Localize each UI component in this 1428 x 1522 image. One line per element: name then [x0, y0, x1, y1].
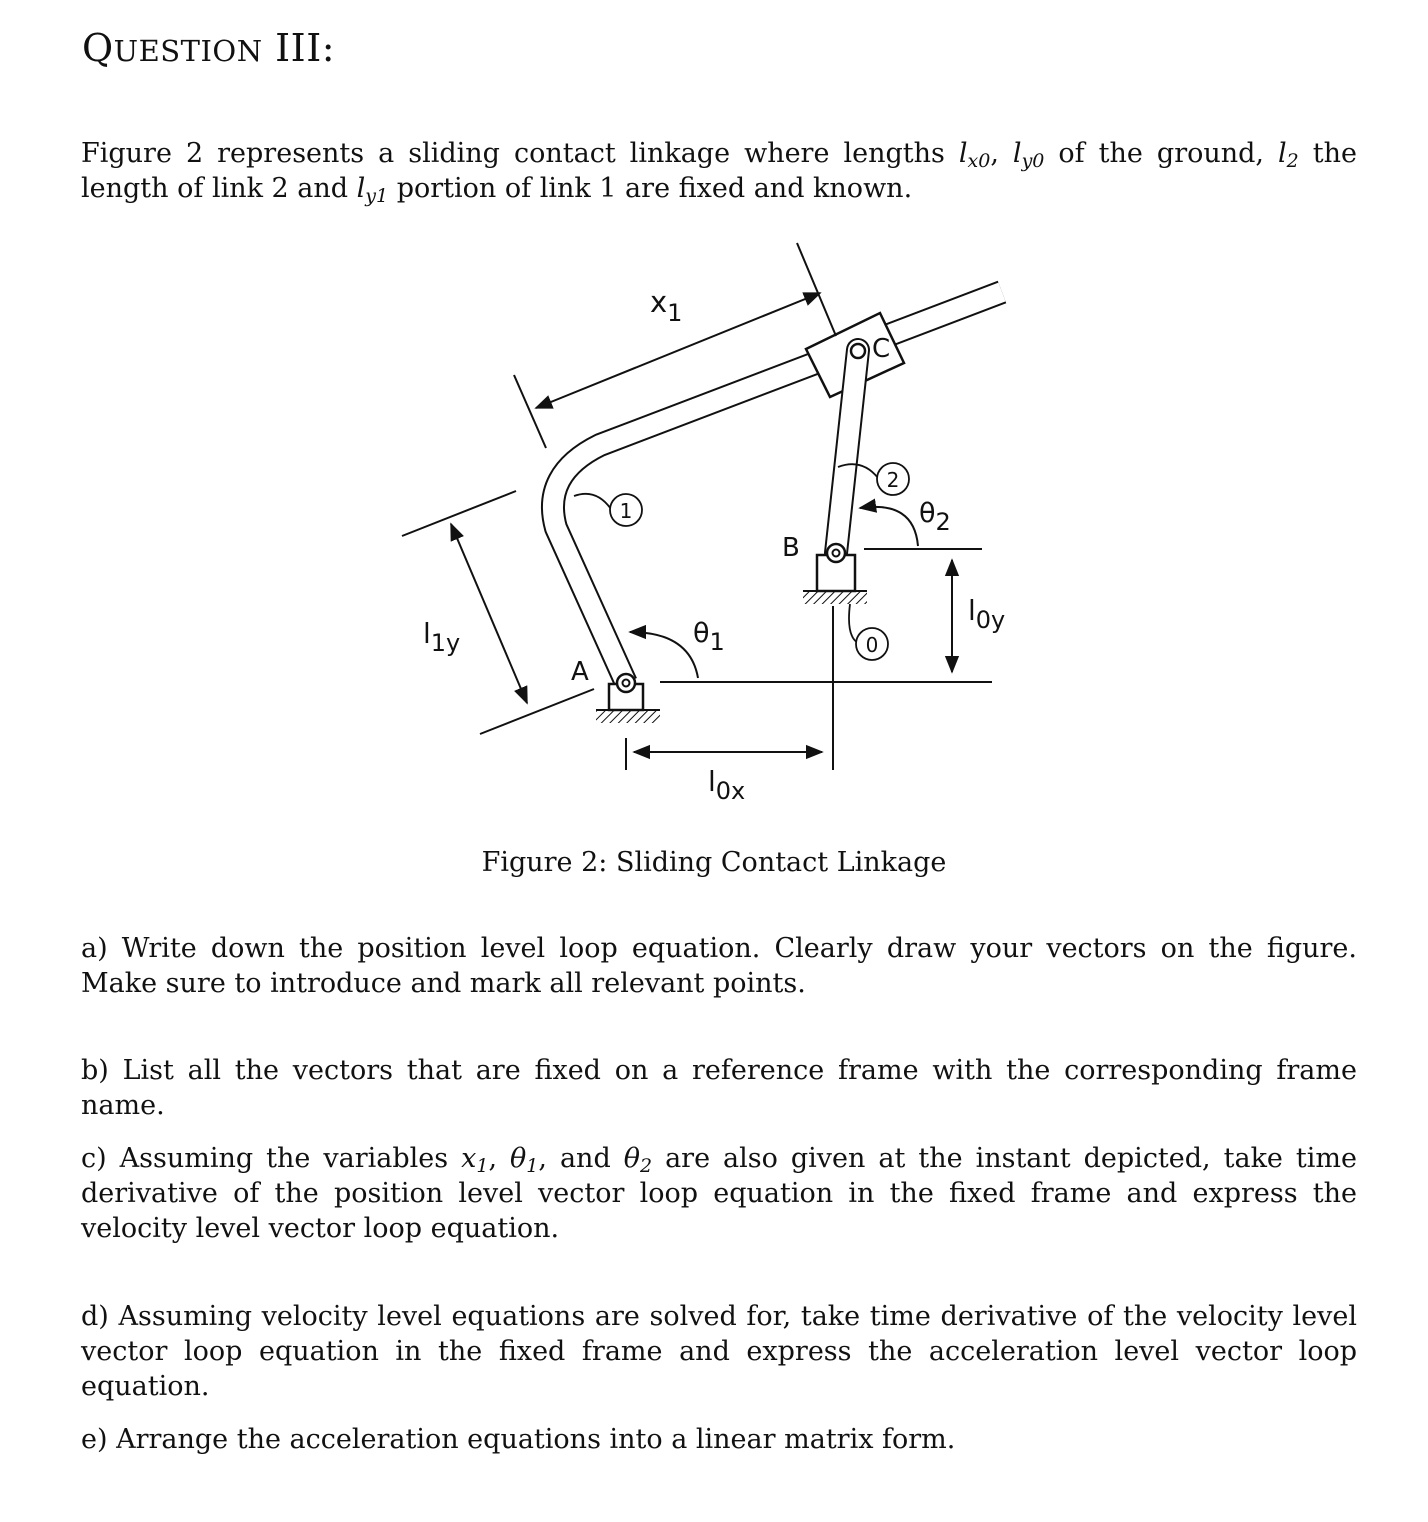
label-l0y-sub: 0y [975, 606, 1006, 634]
label-theta2 [919, 498, 951, 536]
intro-sep-1: , [990, 138, 1013, 169]
math-ly1-var: l [356, 173, 366, 204]
part-c-text-1: c) Assuming the variables [81, 1143, 462, 1174]
label-point-c: C [872, 334, 891, 364]
label-ground-0: 0 [865, 633, 879, 657]
ground-hatch-a [596, 710, 660, 723]
label-x1-main: x [650, 285, 668, 319]
intro-text-2: of the ground, [1044, 138, 1279, 169]
label-l0x-main: l [708, 765, 716, 798]
dim-arrow-l1y [451, 524, 527, 703]
part-c [81, 1141, 1357, 1246]
part-b: b) List all the vectors that are fixed on a reference frame with the corresponding frame name. [81, 1055, 1357, 1121]
math-x1 [461, 1143, 489, 1177]
math-lx0-sub: x0 [967, 150, 991, 172]
pin-a-center [623, 680, 630, 687]
linkage-figure [360, 238, 1020, 808]
label-theta1 [693, 618, 725, 656]
pin-b-center [833, 550, 840, 557]
label-link-1: 1 [619, 499, 633, 523]
angle-arc-theta2 [860, 507, 918, 546]
question-title-number: III: [262, 26, 336, 70]
math-theta2-sub: 2 [639, 1155, 653, 1177]
label-l1y-main: l [423, 617, 431, 650]
part-c-text-2: , and [538, 1143, 624, 1174]
label-theta2-sub: 2 [935, 508, 951, 536]
ext-line-x1-left [514, 375, 546, 448]
link-1-rod [553, 292, 1002, 683]
math-lx0 [958, 138, 991, 172]
math-l2-sub: 2 [1286, 150, 1299, 172]
math-ly1 [356, 173, 389, 207]
label-point-b: B [782, 533, 800, 563]
part-e: e) Arrange the acceleration equations into a linear matrix form. [81, 1424, 956, 1455]
math-theta1-sub: 1 [526, 1155, 539, 1177]
math-x1-sub: 1 [476, 1155, 489, 1177]
angle-arc-theta1 [630, 632, 698, 678]
part-c-text-3: are also given at the instant depicted, take time derivative of the position level vector loop equation in the fixed frame and express the velocity level vector loop equation. [81, 1143, 1357, 1244]
math-x1-var: x [461, 1143, 477, 1174]
label-theta1-sub: 1 [709, 628, 725, 656]
math-lx0-var: l [958, 138, 968, 169]
label-l1y [423, 617, 460, 657]
intro-paragraph [81, 136, 1357, 206]
label-x1 [650, 285, 682, 327]
math-theta1-var: θ [510, 1143, 527, 1174]
label-l1y-sub: 1y [430, 629, 461, 657]
ext-line-l1y-bottom [480, 689, 594, 734]
label-l0x-sub: 0x [715, 777, 746, 805]
question-title [82, 26, 335, 70]
label-l0y-main: l [968, 594, 976, 627]
math-ly0-var: l [1012, 138, 1022, 169]
label-theta2-main: θ [919, 498, 936, 529]
part-a: a) Write down the position level loop equation. Clearly draw your vectors on the figure. Make sure to introduce and mark all relevant points. [81, 933, 1357, 999]
figure-caption: Figure 2: Sliding Contact Linkage [481, 847, 947, 878]
math-l2 [1278, 138, 1299, 172]
callout-leader-1 [574, 494, 611, 509]
math-theta2-var: θ [623, 1143, 640, 1174]
math-theta2 [623, 1143, 653, 1177]
label-link-2: 2 [886, 468, 900, 492]
label-l0y [968, 594, 1005, 634]
intro-text-3: the length of link 2 and [81, 138, 1357, 204]
ext-line-l1y-top [402, 491, 516, 536]
question-title-smallcaps: UESTION [113, 34, 263, 68]
pin-c [851, 344, 865, 358]
label-theta1-main: θ [693, 618, 710, 649]
ground-hatch-b [803, 591, 867, 604]
part-c-sep-1: , [488, 1143, 511, 1174]
math-ly0 [1012, 138, 1045, 172]
part-d: d) Assuming velocity level equations are solved for, take time derivative of the velocity level vector loop equation in the fixed frame and express the acceleration level vector loop equation. [81, 1301, 1357, 1402]
intro-text-1: Figure 2 represents a sliding contact linkage where lengths [81, 138, 959, 169]
math-ly1-sub: y1 [365, 185, 389, 207]
label-point-a: A [571, 657, 589, 687]
math-ly0-sub: y0 [1021, 150, 1045, 172]
label-x1-sub: 1 [667, 299, 683, 327]
link-1-rod-fill [553, 292, 1002, 683]
math-l2-var: l [1278, 138, 1287, 169]
math-theta1 [510, 1143, 539, 1177]
question-title-initial: Q [82, 26, 114, 70]
label-l0x [708, 765, 745, 805]
intro-text-4: portion of link 1 are fixed and known. [388, 173, 913, 204]
ext-line-x1-right [797, 243, 836, 336]
